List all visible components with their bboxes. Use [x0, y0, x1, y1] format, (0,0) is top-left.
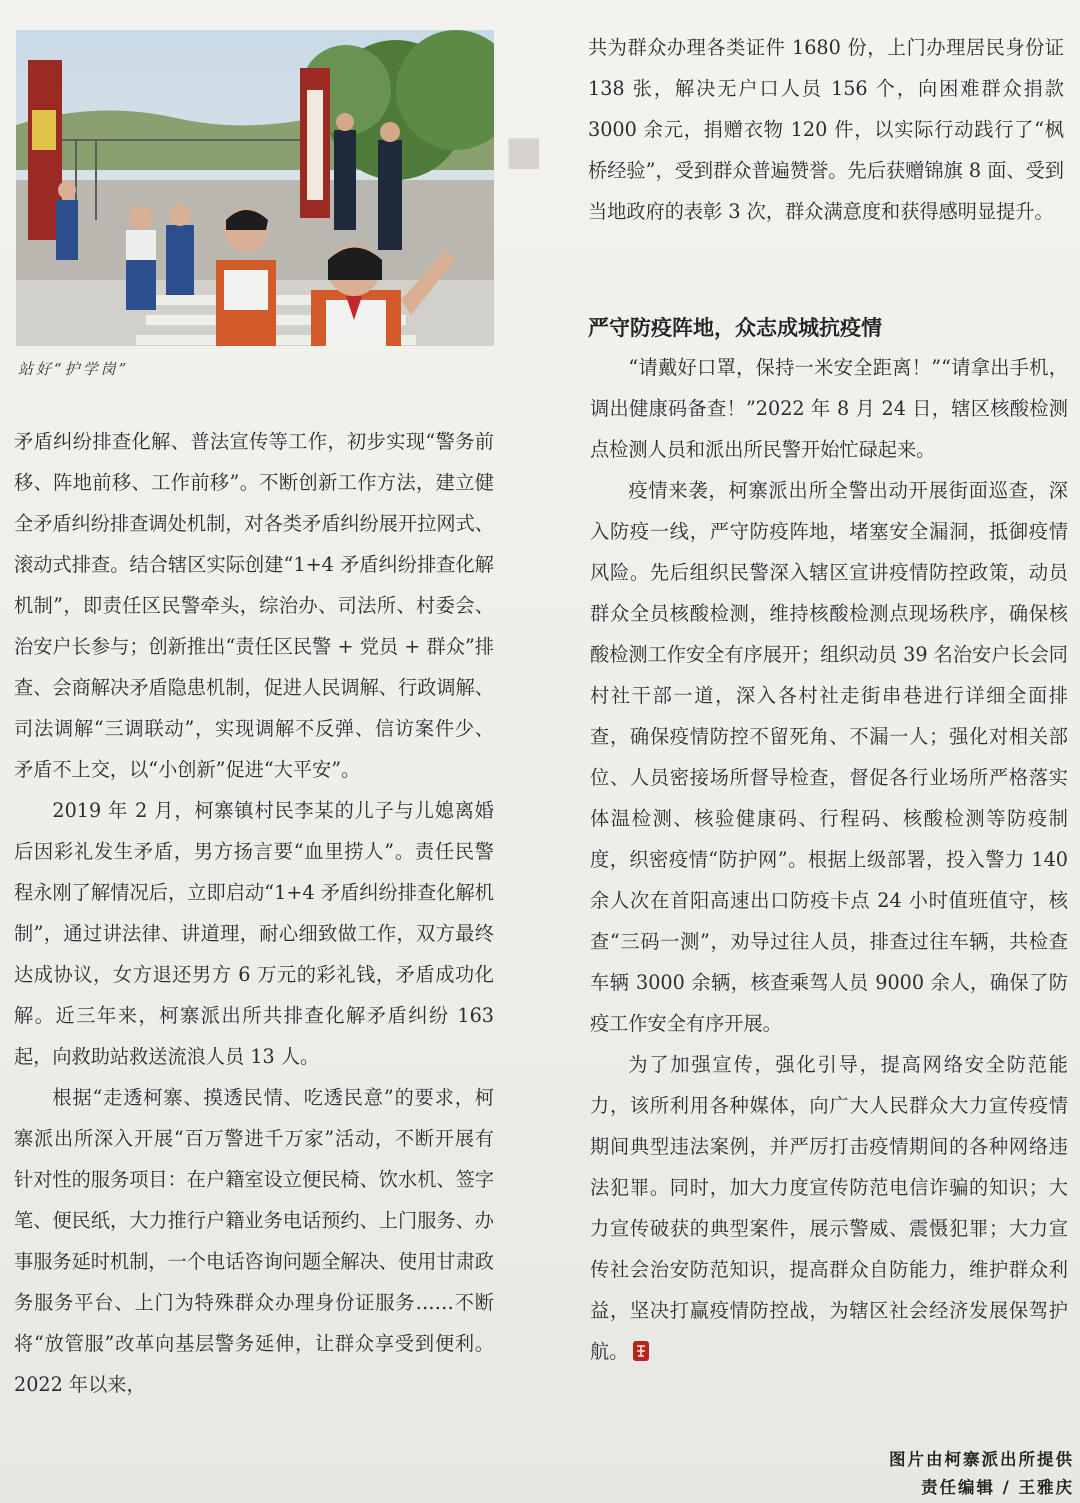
paragraph: 根据“走透柯寨、摸透民情、吃透民意”的要求，柯寨派出所深入开展“百万警进千万家”活动，不断开展有针对性的服务项目：在户籍室设立便民椅、饮水机、签字笔、便民纸，大力推行户籍业务电话预约、上门服务、办事服务延时机制，一个电话咨询问题全解决、使用甘肃政务服务平台、上门为特殊群众办理身份证服务……不断将“放管服”改革向基层警务延伸，让群众享受到便利。2022 年以来，	[14, 1086, 494, 1396]
section-heading: 严守防疫阵地，众志成城抗疫情	[588, 316, 882, 340]
editor-credit: 责任编辑 / 王雅庆	[920, 1478, 1074, 1497]
right-text-column-top	[588, 27, 1064, 232]
photo-credit: 图片由柯寨派出所提供	[889, 1450, 1074, 1469]
bleed-through-shadow: ■	[505, 128, 543, 174]
paragraph: 矛盾纠纷排查化解、普法宣传等工作，初步实现“警务前移、阵地前移、工作前移”。不断创新工作方法，建立健全矛盾纠纷排查调处机制，对各类矛盾纠纷展开拉网式、滚动式排查。结合辖区实际创建“1+4 矛盾纠纷排查化解机制”，即责任区民警牵头，综治办、司法所、村委会、治安户长参与；创新推出“责任区民警 + 党员 + 群众”排查、会商解决矛盾隐患机制，促进人民调解、行政调解、司法调解“三调联动”，实现调解不反弹、信访案件少、矛盾不上交，以“小创新”促进“大平安”。	[14, 430, 494, 781]
paragraph: 2019 年 2 月，柯寨镇村民李某的儿子与儿媳离婚后因彩礼发生矛盾，男方扬言要“血里捞人”。责任民警程永刚了解情况后，立即启动“1+4 矛盾纠纷排查化解机制”，通过讲法律、讲道理，耐心细致做工作，双方最终达成协议，女方退还男方 6 万元的彩礼钱，矛盾成功化解。近三年来，柯寨派出所共排查化解矛盾纠纷 163 起，向救助站救送流浪人员 13 人。	[14, 799, 494, 1068]
paragraph-text: 为了加强宣传，强化引导，提高网络安全防范能力，该所利用各种媒体，向广大人民群众大力宣传疫情期间典型违法案例，并严厉打击疫情期间的各种网络违法犯罪。同时，加大力度宣传防范电信诈骗的知识；大力宣传破获的典型案件，展示警威、震慑犯罪；大力宣传社会治安防范知识，提高群众自防能力，维护群众利益，坚决打赢疫情防控战，为辖区社会经济发展保驾护航。	[590, 1053, 1068, 1363]
article-photo	[16, 30, 494, 346]
credits-block	[889, 1446, 1074, 1502]
photo-illustration	[16, 30, 494, 346]
end-seal-icon	[632, 1340, 650, 1362]
paragraph: 共为群众办理各类证件 1680 份，上门办理居民身份证 138 张，解决无户口人员 156 个，向困难群众捐款 3000 余元，捐赠衣物 120 件，以实际行动践行了“枫桥经验”，受到群众普遍赞誉。先后获赠锦旗 8 面、受到当地政府的表彰 3 次，群众满意度和获得感明显提升。	[588, 36, 1064, 223]
paragraph	[590, 1044, 1068, 1372]
right-text-column-main	[590, 347, 1068, 1372]
photo-caption: 站好“护学岗”	[18, 360, 130, 378]
left-text-column	[14, 421, 494, 1405]
paragraph: 疫情来袭，柯寨派出所全警出动开展街面巡查，深入防疫一线，严守防疫阵地，堵塞安全漏洞，抵御疫情风险。先后组织民警深入辖区宣讲疫情防控政策，动员群众全员核酸检测，维持核酸检测点现场秩序，确保核酸检测工作安全有序展开；组织动员 39 名治安户长会同村社干部一道，深入各村社走街串巷进行详细全面排查，确保疫情防控不留死角、不漏一人；强化对相关部位、人员密接场所督导检查，督促各行业场所严格落实体温检测、核验健康码、行程码、核酸检测等防疫制度，织密疫情“防护网”。根据上级部署，投入警力 140 余人次在首阳高速出口防疫卡点 24 小时值班值守，核查“三码一测”，劝导过往人员，排查过往车辆，共检查车辆 3000 余辆，核查乘驾人员 9000 余人，确保了防疫工作安全有序开展。	[590, 479, 1068, 1035]
paragraph: “请戴好口罩，保持一米安全距离！”“请拿出手机，调出健康码备查！”2022 年 8 月 24 日，辖区核酸检测点检测人员和派出所民警开始忙碌起来。	[590, 356, 1068, 461]
